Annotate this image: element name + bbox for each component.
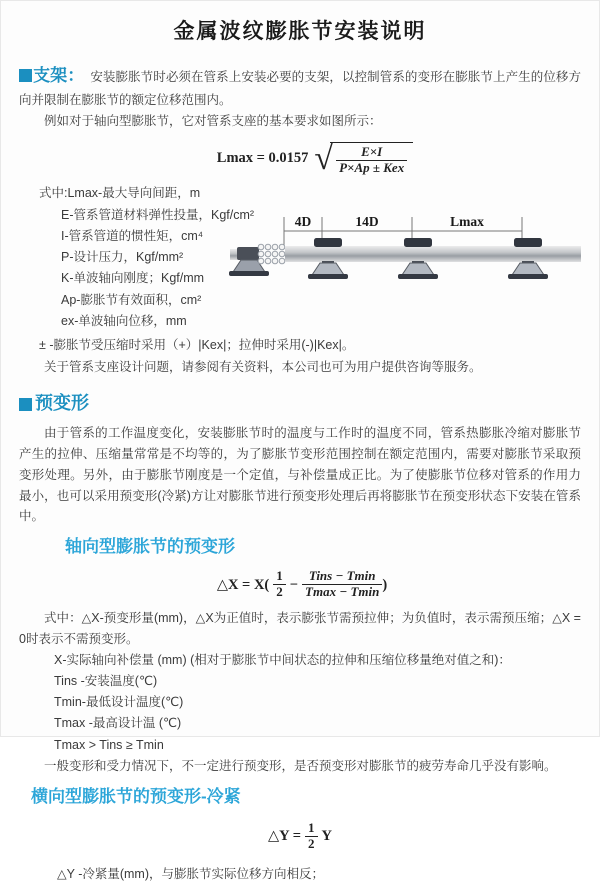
axial-subheading: 轴向型膨胀节的预变形 (65, 537, 235, 557)
support-intro-text: 安装膨胀节时必须在管系上安装必要的支架，以控制管系的变形在膨胀节上产生的位移方向并限制在膨胀节的额定位移范围内。 (19, 69, 581, 108)
page-title: 金属波纹膨胀节安装说明 (173, 20, 427, 43)
lmax-formula (49, 142, 581, 176)
lateral-formula-lhs: △Y = (268, 828, 301, 845)
axial-temp-fraction (302, 569, 382, 600)
definition-line: Tmax > Tins ≥ Tmin (54, 737, 164, 752)
lateral-definition-text: △Y -冷紧量(mm)，与膨胀节实际位移方向相反； (57, 866, 325, 881)
half-denominator: 2 (305, 836, 318, 852)
lateral-half-fraction (305, 821, 318, 852)
definition-line: K-单波轴向刚度；Kgf/mm (61, 271, 205, 286)
support-section-heading: 支架： (33, 65, 85, 85)
predeform-section-heading: 预变形 (35, 393, 89, 414)
definition-line: 式中:Lmax-最大导向间距，m (39, 186, 201, 201)
lateral-formula-rhs: Y (321, 828, 332, 845)
definition-line: Tmin-最低设计温度(℃) (54, 695, 184, 710)
temp-numerator: Tins − Tmin (308, 568, 376, 584)
half-numerator: 1 (276, 568, 283, 584)
axial-explain-text: 式中：△X-预变形量(mm)，△X为正值时，表示膨张节需预拉伸；为负值时，表示需预压缩；△X = 0时表示不需预变形。 (19, 611, 581, 646)
definition-line: Tmax -最高设计温 (℃) (54, 716, 182, 731)
lateral-subheading: 横向型膨胀节的预变形-冷紧 (31, 786, 241, 806)
sqrt-radical (314, 142, 413, 176)
half-denominator: 2 (273, 584, 286, 600)
pipe (285, 246, 581, 262)
temp-denominator: Tmax − Tmin (302, 584, 382, 600)
support-note-text: 关于管系支座设计问题，请参阅有关资料，本公司也可为用户提供咨询等服务。 (44, 359, 482, 374)
axial-formula-lhs: △X = X( (216, 576, 270, 593)
lmax-fraction-numerator: E×I (361, 143, 383, 159)
definition-line: ± -膨胀节受压缩时采用（+）|Kex|；拉伸时采用(-)|Kex|。 (39, 338, 355, 353)
axial-note-text: 一般变形和受力情况下，不一定进行预变形，是否预变形对膨胀节的疲劳寿命几乎没有影响。 (44, 758, 557, 773)
axial-formula (19, 569, 581, 600)
definition-line: I-管系管道的惯性矩，cm⁴ (61, 228, 204, 243)
predeform-body-text: 由于管系的工作温度变化，安装膨胀节时的温度与工作时的温度不同，管系热膨胀冷缩对膨胀节产生的拉伸、压缩量常常是不均等的，为了膨胀节变形范围控制在额定范围内，需要对膨胀节采取预变形处理。另外，由于膨胀节刚度是一个定值，与补偿量成正比。为了使膨胀节位移对管系的作用力最小，也可以采用预变形(冷紧)方让对膨胀节进行预变形处理后再将膨胀节在预变形状态下安装在管系中。 (19, 426, 581, 524)
definition-line: X-实际轴向补偿量 (mm) (相对于膨胀节中间状态的拉伸和压缩位移量绝对值之和)： (54, 652, 511, 667)
dimension-label-4d: 4D (294, 214, 312, 230)
support-example-text: 例如对于轴向型膨胀节，它对管系支座的基本要求如图所示： (44, 113, 382, 128)
support-definitions-block (19, 183, 581, 335)
definition-line: ex-单波轴向位移，mm (61, 313, 187, 328)
dimension-label-14d: 14D (355, 214, 379, 230)
sqrt-symbol: √ (314, 140, 334, 178)
lmax-fraction-denominator: P×Ap ± Kex (336, 160, 407, 176)
axial-half-fraction (273, 569, 286, 600)
lateral-formula (19, 821, 581, 852)
definition-line: P-设计压力，Kgf/mm² (61, 250, 184, 265)
axial-formula-rhs: ) (382, 576, 388, 593)
blue-square-marker-icon (19, 69, 32, 82)
definition-line: E-管系管道材料弹性投量，Kgf/cm² (61, 207, 255, 222)
lmax-fraction (336, 145, 407, 176)
sqrt-radicand (330, 142, 413, 176)
axial-formula-operator: − (289, 576, 299, 593)
bellows-icon (258, 245, 285, 265)
definition-line: Tins -安装温度(℃) (54, 673, 158, 688)
lmax-formula-lhs: Lmax = 0.0157 (216, 150, 309, 167)
support-intro-paragraph (19, 62, 581, 111)
predeform-section-heading-row (19, 389, 581, 419)
definition-line: Ap-膨胀节有效面积，cm² (61, 292, 202, 307)
dimension-label-lmax: Lmax (450, 214, 484, 230)
blue-square-marker-icon (19, 398, 32, 411)
half-numerator: 1 (308, 819, 315, 835)
pipe-support-diagram (227, 211, 585, 307)
